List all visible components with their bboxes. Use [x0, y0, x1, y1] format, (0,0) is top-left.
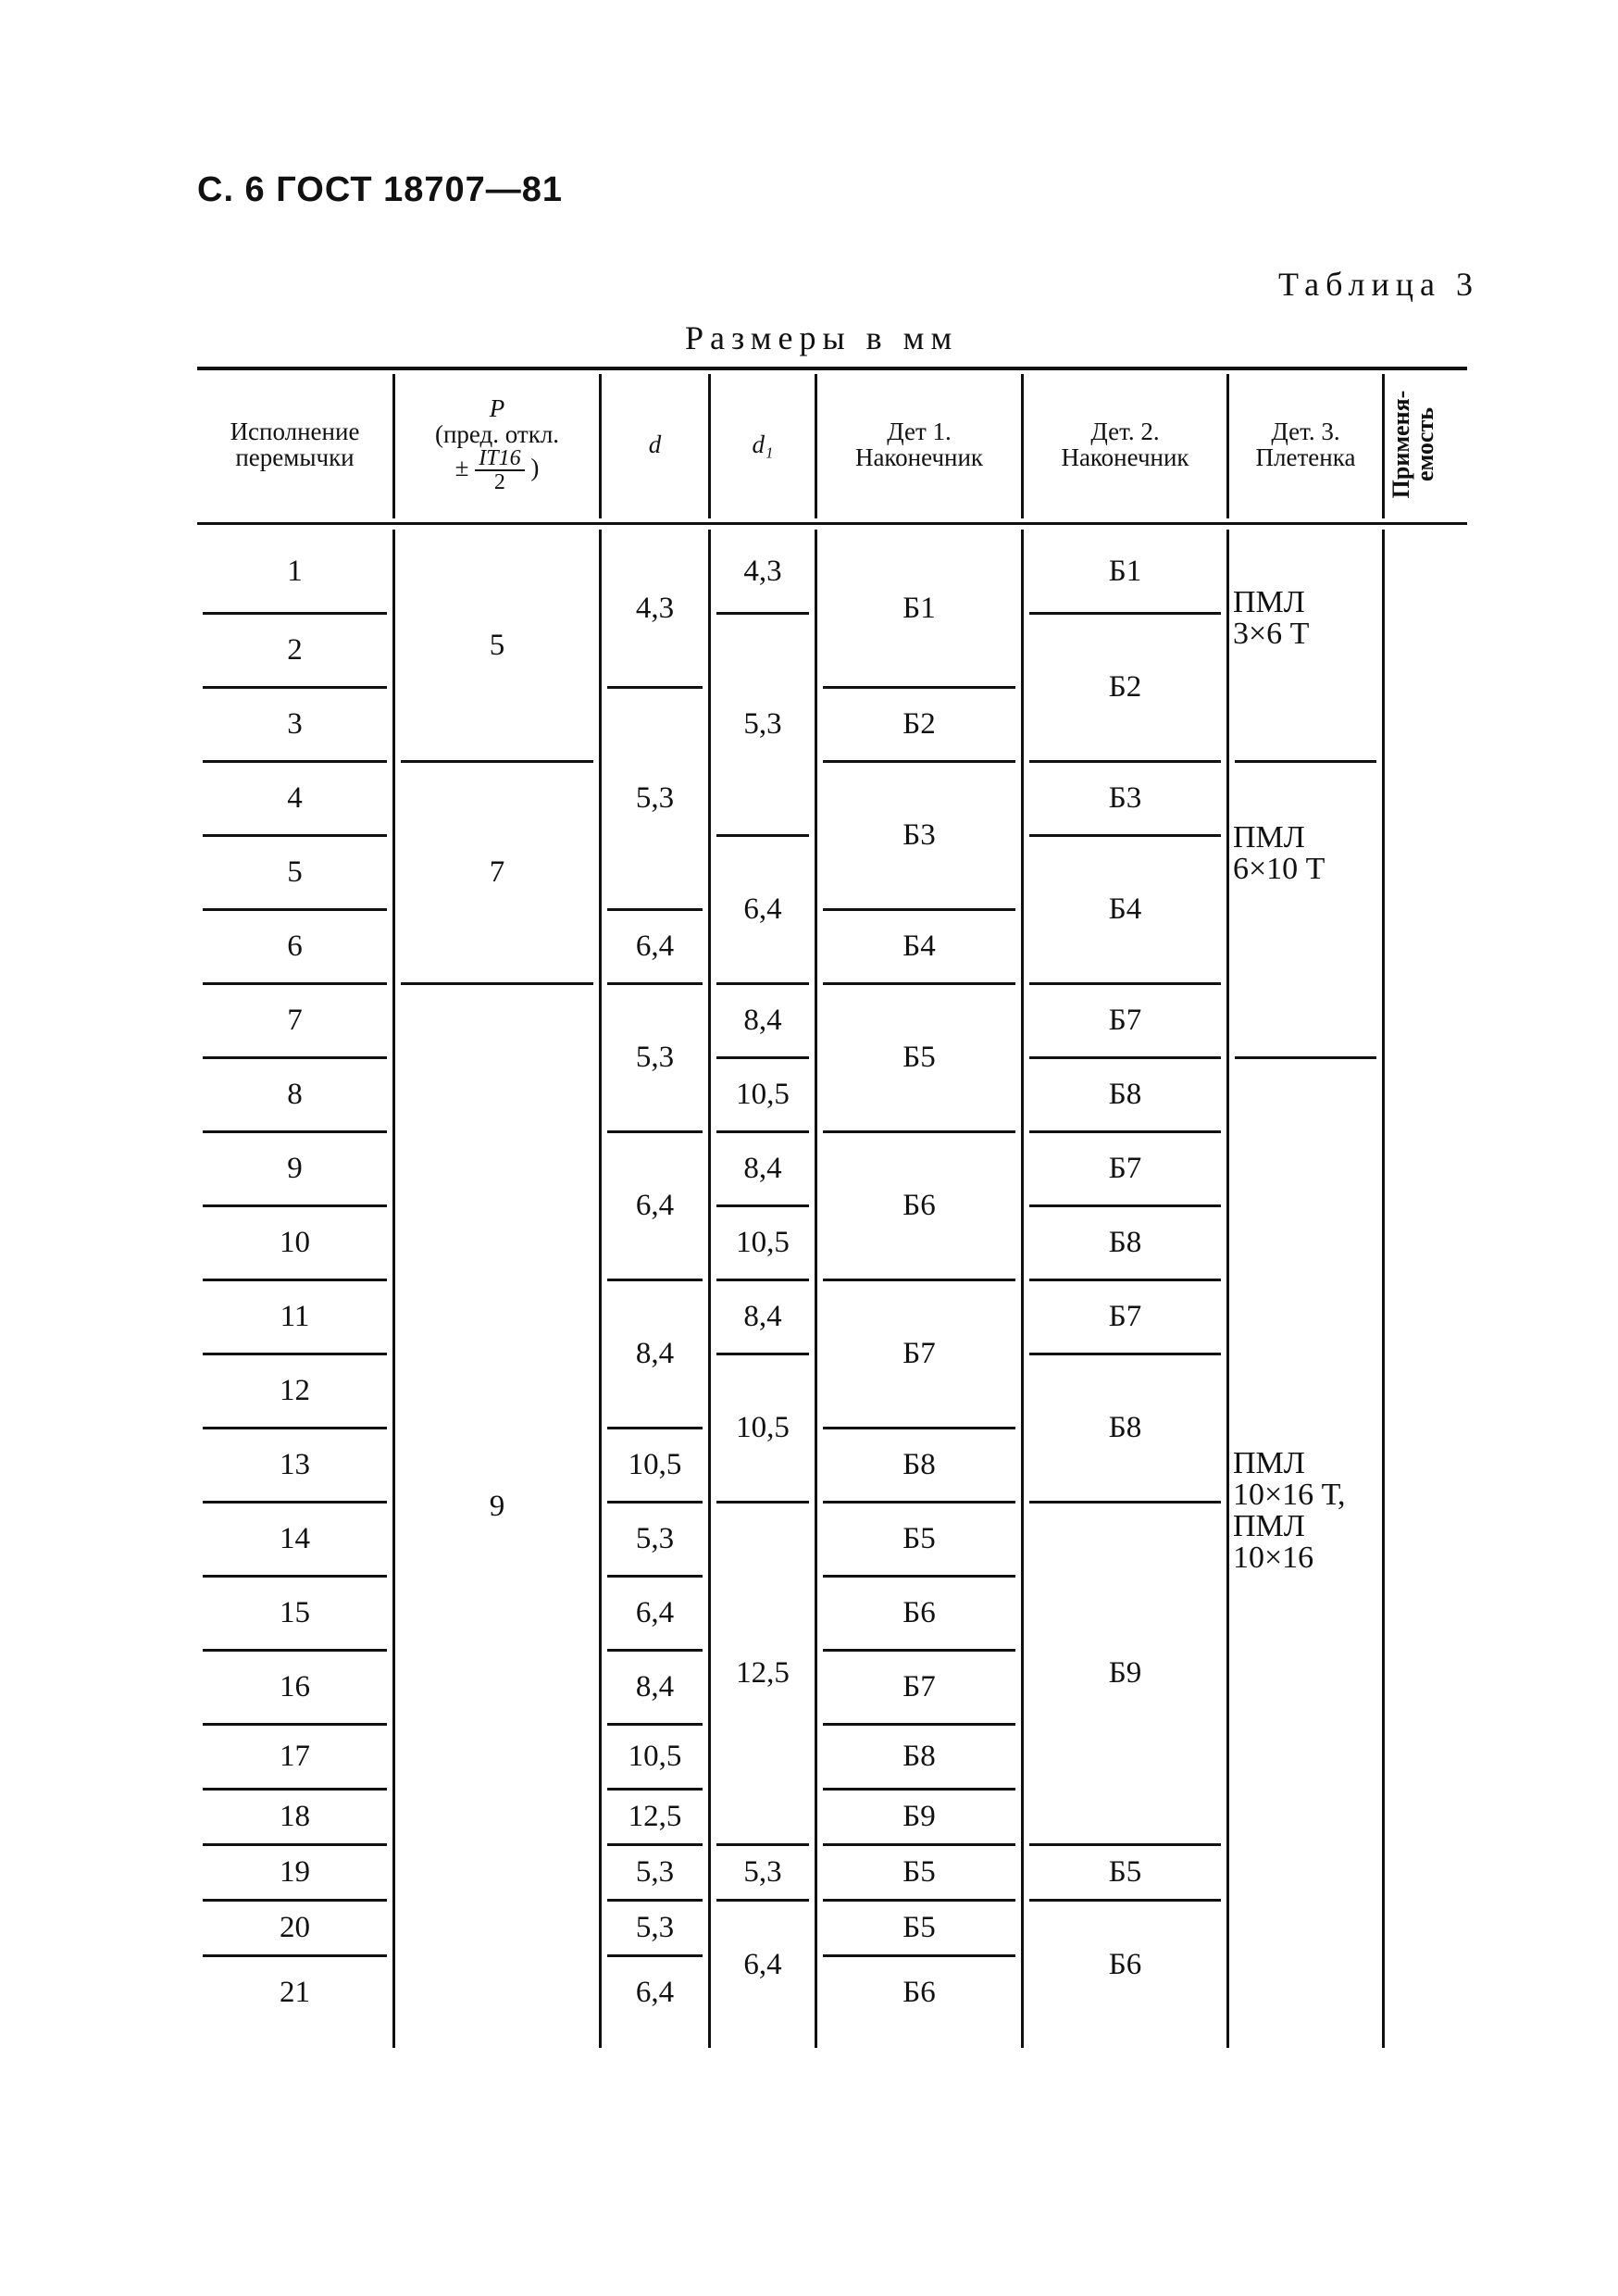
- col-header-p: [395, 370, 599, 518]
- d-value: 6,4: [635, 1976, 675, 2009]
- det3-divider: [1235, 760, 1376, 763]
- row-number-5: 5: [287, 855, 303, 889]
- det1-part: Б5: [902, 1041, 936, 1074]
- det2-part: Б5: [1108, 1855, 1142, 1889]
- row-number-10: 10: [280, 1226, 310, 1259]
- det1-part: Б8: [902, 1740, 936, 1773]
- col-header-det3-line2: Плетенка: [1255, 443, 1356, 471]
- d-value: 8,4: [635, 1337, 675, 1370]
- det1-part: Б5: [902, 1911, 936, 1944]
- d-value: 6,4: [635, 1189, 675, 1222]
- p-value: 5: [489, 629, 505, 662]
- row-number-15: 15: [280, 1596, 310, 1629]
- col-header-execution: [197, 370, 392, 518]
- det1-part: Б7: [902, 1670, 936, 1703]
- units-caption: Размеры в мм: [685, 319, 959, 356]
- det3-divider: [1235, 1056, 1376, 1059]
- d-value: 5,3: [635, 1522, 675, 1555]
- d-value: 6,4: [635, 930, 675, 963]
- det2-part: Б8: [1108, 1078, 1142, 1111]
- det2-part: Б9: [1108, 1656, 1142, 1690]
- col-header-p-symbol: P: [489, 394, 505, 422]
- col-header-p-pm: ±: [454, 454, 469, 482]
- det1-part: Б2: [902, 707, 936, 741]
- d1-value: 4,3: [743, 555, 782, 588]
- p-value: 9: [489, 1490, 505, 1523]
- col-header-p-tolerance: [455, 447, 540, 493]
- d1-value: 5,3: [743, 1855, 782, 1889]
- col-header-applicability-text: [1389, 391, 1438, 499]
- col-header-det2-line1: Дет. 2.: [1090, 418, 1160, 445]
- row-number-6: 6: [287, 930, 303, 963]
- det3-braid: [1233, 587, 1382, 650]
- det1-part: Б8: [902, 1448, 936, 1481]
- d-value: 5,3: [635, 1855, 675, 1889]
- det2-part: Б8: [1108, 1411, 1142, 1444]
- det3-braid-line: 6×10 Т: [1233, 852, 1326, 886]
- det3-braid-line: 10×16 Т,: [1233, 1478, 1346, 1512]
- col-header-det2-line2: Наконечник: [1061, 443, 1189, 471]
- det3-braid-line: 3×6 Т: [1233, 617, 1310, 651]
- col-header-p-line1: (пред. откл.: [434, 420, 560, 448]
- row-number-4: 4: [287, 781, 303, 815]
- d1-value: 6,4: [743, 1948, 782, 1981]
- col-header-d-label: d: [648, 430, 662, 458]
- d1-value: 10,5: [736, 1226, 790, 1259]
- d1-value: 12,5: [736, 1656, 790, 1690]
- det1-part: Б3: [902, 818, 936, 852]
- col-header-d1-label: d₁: [752, 430, 774, 458]
- det2-part: Б2: [1108, 670, 1142, 704]
- row-number-21: 21: [280, 1976, 310, 2009]
- row-number-17: 17: [280, 1740, 310, 1773]
- det2-part: Б4: [1108, 892, 1142, 926]
- det1-part: Б5: [902, 1522, 936, 1555]
- d-value: 10,5: [628, 1448, 682, 1481]
- det1-part: Б6: [902, 1976, 936, 2009]
- col-header-p-close: ): [530, 454, 540, 482]
- col-header-p-denominator: 2: [493, 470, 505, 494]
- col-header-d: [602, 370, 708, 518]
- det2-part: Б7: [1108, 1152, 1142, 1185]
- col-header-execution-line2: перемычки: [235, 443, 355, 471]
- row-number-18: 18: [280, 1800, 310, 1833]
- d1-value: 8,4: [743, 1152, 782, 1185]
- col-header-det2: [1024, 370, 1226, 518]
- d-value: 5,3: [635, 1911, 675, 1944]
- d1-value: 8,4: [743, 1004, 782, 1037]
- d-value: 5,3: [635, 1041, 675, 1074]
- col-header-p-fraction: [475, 447, 524, 493]
- col-header-det1-line2: Наконечник: [854, 443, 984, 471]
- d1-value: 10,5: [736, 1411, 790, 1444]
- d1-value: 10,5: [736, 1078, 790, 1111]
- col-header-applicability: [1388, 370, 1439, 518]
- d1-value: 5,3: [743, 707, 782, 741]
- row-number-8: 8: [287, 1078, 303, 1111]
- det2-part: Б6: [1108, 1948, 1142, 1981]
- det1-part: Б7: [902, 1337, 936, 1370]
- det3-braid-line: ПМЛ: [1233, 1509, 1305, 1543]
- det3-braid-line: ПМЛ: [1233, 585, 1305, 619]
- det2-part: Б1: [1108, 555, 1142, 588]
- row-number-9: 9: [287, 1152, 303, 1185]
- d-value: 4,3: [635, 592, 675, 625]
- d1-value: 6,4: [743, 892, 782, 926]
- det2-part: Б3: [1108, 781, 1142, 815]
- col-header-p-numerator: IT16: [475, 447, 524, 471]
- det2-part: Б7: [1108, 1300, 1142, 1333]
- header-bottom-rule: [197, 522, 1467, 525]
- col-header-det1: [817, 370, 1021, 518]
- col-header-applicability-line1: Применя-: [1388, 390, 1414, 499]
- p-value: 7: [489, 855, 505, 889]
- col-header-d1: [711, 370, 815, 518]
- body-sep-6: [1226, 530, 1229, 2048]
- row-number-14: 14: [280, 1522, 310, 1555]
- col-header-execution-line1: Исполнение: [230, 418, 360, 445]
- row-number-11: 11: [280, 1300, 310, 1333]
- det3-braid-line: ПМЛ: [1233, 820, 1305, 855]
- det1-part: Б1: [902, 592, 936, 625]
- d1-value: 8,4: [743, 1300, 782, 1333]
- row-number-3: 3: [287, 707, 303, 741]
- row-number-20: 20: [280, 1911, 310, 1944]
- det1-part: Б6: [902, 1189, 936, 1222]
- d-value: 12,5: [628, 1800, 682, 1833]
- det3-braid-line: 10×16: [1233, 1541, 1314, 1575]
- det1-part: Б5: [902, 1855, 936, 1889]
- col-header-det3: [1229, 370, 1382, 518]
- col-header-det3-line1: Дет. 3.: [1271, 418, 1340, 445]
- col-header-det1-line1: Дет 1.: [887, 418, 952, 445]
- det1-part: Б9: [902, 1800, 936, 1833]
- det2-part: Б8: [1108, 1226, 1142, 1259]
- col-header-applicability-line2: емость: [1412, 407, 1438, 481]
- row-number-13: 13: [280, 1448, 310, 1481]
- d-value: 10,5: [628, 1740, 682, 1773]
- d-value: 8,4: [635, 1670, 675, 1703]
- row-number-1: 1: [287, 555, 303, 588]
- row-number-19: 19: [280, 1855, 310, 1889]
- row-number-7: 7: [287, 1004, 303, 1037]
- det3-braid-line: ПМЛ: [1233, 1446, 1305, 1480]
- d-value: 5,3: [635, 781, 675, 815]
- header-sep-7: [1382, 374, 1385, 518]
- row-number-2: 2: [287, 633, 303, 667]
- d-value: 6,4: [635, 1596, 675, 1629]
- page-header: С. 6 ГОСТ 18707—81: [197, 170, 564, 209]
- det3-braid: [1233, 822, 1382, 885]
- det1-part: Б6: [902, 1596, 936, 1629]
- row-number-16: 16: [280, 1670, 310, 1703]
- det2-part: Б7: [1108, 1004, 1142, 1037]
- row-number-12: 12: [280, 1374, 310, 1407]
- det3-braid: [1233, 1448, 1382, 1574]
- table-title: Таблица 3: [1278, 266, 1479, 303]
- det1-part: Б4: [902, 930, 936, 963]
- body-sep-7: [1382, 530, 1385, 2048]
